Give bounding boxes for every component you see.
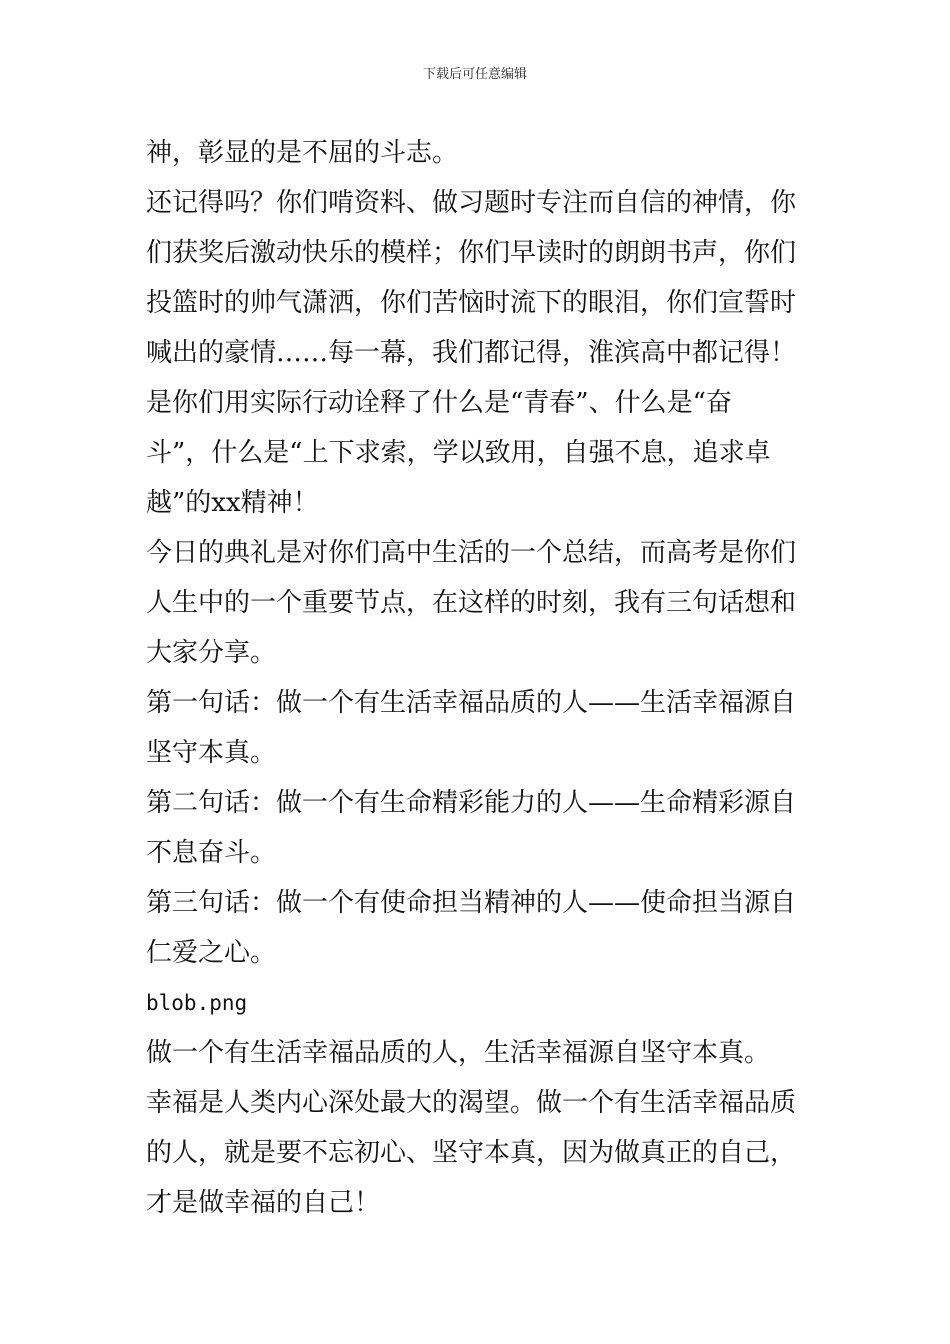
text-line: 喊出的豪情……每一幕，我们都记得，淮滨高中都记得！ xyxy=(146,338,797,368)
text-line: 们获奖后激动快乐的模样；你们早读时的朗朗书声，你们 xyxy=(146,238,797,268)
text-line: 今日的典礼是对你们高中生活的一个总结，而高考是你们 xyxy=(146,538,797,568)
text-line: 越”的xx精神！ xyxy=(146,488,319,518)
text-line: 神，彰显的是不屈的斗志。 xyxy=(146,138,459,168)
text-line: 投篮时的帅气潇洒，你们苦恼时流下的眼泪，你们宣誓时 xyxy=(146,288,797,318)
text-line: 第二句话：做一个有生命精彩能力的人——生命精彩源自 xyxy=(146,788,797,818)
text-line: 还记得吗？你们啃资料、做习题时专注而自信的神情，你 xyxy=(146,188,797,218)
text-line: 第一句话：做一个有生活幸福品质的人——生活幸福源自 xyxy=(146,688,797,718)
page-header: 下载后可任意编辑 xyxy=(422,67,527,82)
text-line: 大家分享。 xyxy=(146,638,277,668)
text-line: 第三句话：做一个有使命担当精神的人——使命担当源自 xyxy=(146,888,797,918)
text-line: 是你们用实际行动诠释了什么是“青春”、什么是“奋 xyxy=(146,388,732,418)
text-line: 幸福是人类内心深处最大的渴望。做一个有生活幸福品质 xyxy=(146,1088,797,1118)
text-line: 才是做幸福的自己！ xyxy=(146,1188,381,1218)
text-line: 不息奋斗。 xyxy=(146,838,277,868)
text-line: 仁爱之心。 xyxy=(146,938,277,968)
text-line: 坚守本真。 xyxy=(146,738,277,768)
image-placeholder-caption: blob.png xyxy=(146,991,248,1015)
text-line: 斗”，什么是“上下求索，学以致用，自强不息，追求卓 xyxy=(146,438,771,468)
text-line: 的人，就是要不忘初心、坚守本真，因为做真正的自己， xyxy=(146,1138,797,1168)
text-line: 做一个有生活幸福品质的人，生活幸福源自坚守本真。 xyxy=(146,1038,771,1068)
text-line: 人生中的一个重要节点，在这样的时刻，我有三句话想和 xyxy=(146,588,797,618)
document-body xyxy=(146,128,797,1228)
